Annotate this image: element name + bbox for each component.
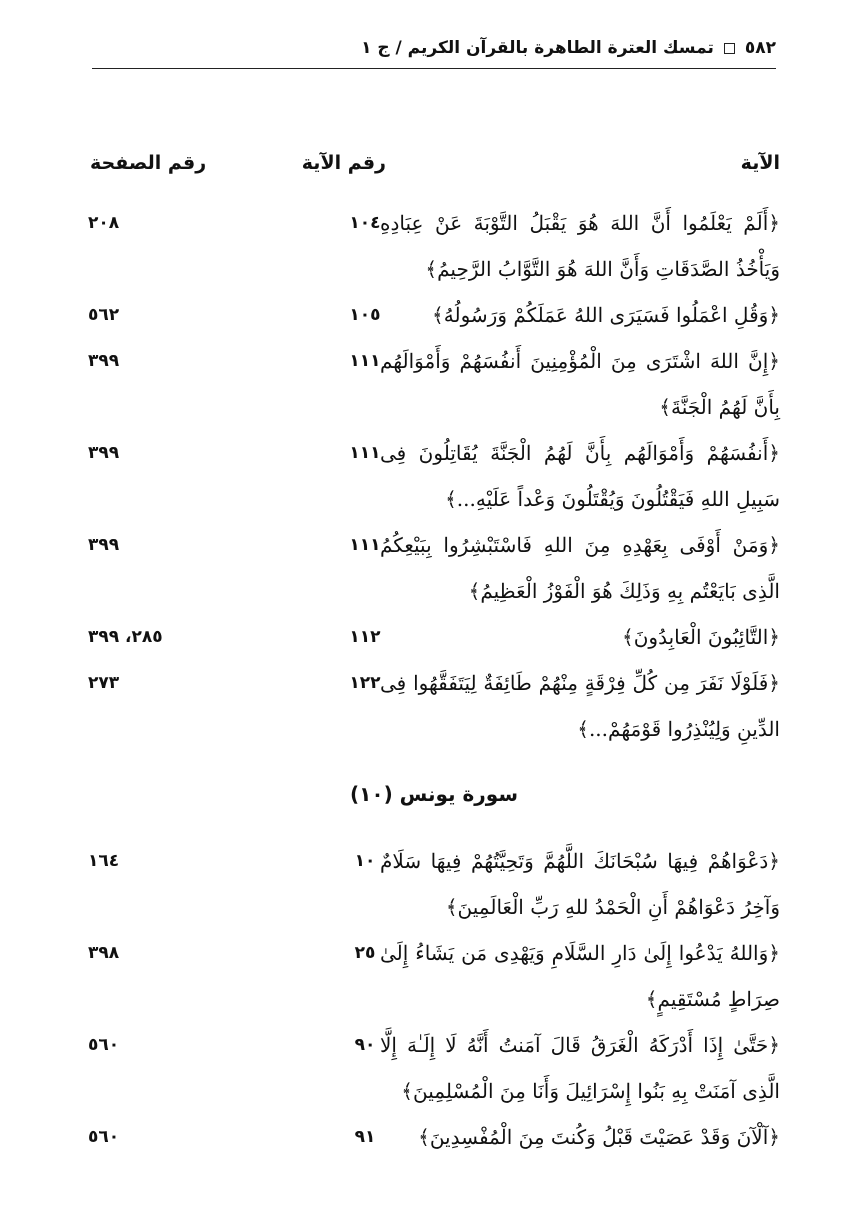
table-row	[0, 522, 868, 614]
page-number: ٥٨٢	[744, 38, 776, 58]
ayah-number: ١٠	[354, 851, 376, 871]
page-reference: ٢٧٣	[88, 673, 120, 693]
ayah-number: ٢٥	[354, 943, 376, 963]
page-reference: ٥٦٠	[88, 1035, 120, 1055]
ayah-text: ﴿دَعْوَاهُمْ فِيهَا سُبْحَانَكَ اللَّهُمَّ وَتَحِيَّتُهُمْ فِيهَا سَلَامٌ وَآخِرُ دَعْوَاهُمْ أَنِ الْحَمْدُ للهِ رَبِّ الْعَالَمِينَ﴾	[380, 849, 780, 919]
table-row	[0, 1022, 868, 1114]
ayah-list	[0, 200, 868, 752]
ayah-text: ﴿التَّائِبُونَ الْعَابِدُونَ﴾	[622, 625, 780, 649]
ayah-number: ١١٢	[349, 627, 381, 647]
page-reference: ٣٩٩	[88, 535, 120, 555]
page-reference: ١٦٤	[88, 851, 120, 871]
square-bullet-icon	[724, 43, 735, 54]
table-row	[0, 292, 868, 338]
column-header-ayah: الآية	[740, 152, 780, 174]
book-title: تمسك العترة الطاهرة بالقرآن الكريم / ج ١	[361, 38, 714, 58]
page-reference: ٣٩٩	[88, 443, 120, 463]
ayah-text: ﴿أَلَمْ يَعْلَمُوا أَنَّ اللهَ هُوَ يَقْبَلُ التَّوْبَةَ عَنْ عِبَادِهِ وَيَأْخُذُ الصَّدَقَاتِ وَأَنَّ اللهَ هُوَ التَّوَّابُ الرَّحِيمُ﴾	[380, 211, 780, 281]
column-header-page: رقم الصفحة	[90, 152, 207, 174]
table-row	[0, 838, 868, 930]
ayah-text: ﴿آلْآنَ وَقَدْ عَصَيْتَ قَبْلُ وَكُنتَ مِنَ الْمُفْسِدِينَ﴾	[418, 1125, 780, 1149]
ayah-text: ﴿وَقُلِ اعْمَلُوا فَسَيَرَى اللهُ عَمَلَكُمْ وَرَسُولُهُ﴾	[432, 303, 780, 327]
ayah-text: ﴿فَلَوْلَا نَفَرَ مِن كُلِّ فِرْقَةٍ مِنْهُمْ طَائِفَةٌ لِيَتَفَقَّهُوا فِى الدِّينِ وَلِيُنْذِرُوا قَوْمَهُمْ...﴾	[380, 671, 780, 741]
ayah-number: ١١١	[349, 443, 381, 463]
table-row	[0, 430, 868, 522]
ayah-number: ٩٠	[354, 1035, 376, 1055]
page-reference: ٢٨٥، ٣٩٩	[88, 627, 163, 647]
page-reference: ٣٩٨	[88, 943, 120, 963]
ayah-text: ﴿حَتَّىٰ إِذَا أَدْرَكَهُ الْغَرَقُ قَالَ آمَنتُ أَنَّهُ لَا إِلَـٰهَ إِلَّا الَّذِى آمَنَتْ بِهِ بَنُوا إِسْرَائِيلَ وَأَنَا مِنَ الْمُسْلِمِينَ﴾	[380, 1033, 780, 1103]
page-reference: ٣٩٩	[88, 351, 120, 371]
ayah-text: ﴿إِنَّ اللهَ اشْتَرَى مِنَ الْمُؤْمِنِينَ أَنفُسَهُمْ وَأَمْوَالَهُم بِأَنَّ لَهُمُ الْجَنَّةَ﴾	[380, 349, 780, 419]
page-reference: ٥٦٢	[88, 305, 120, 325]
ayah-text: ﴿وَاللهُ يَدْعُوا إِلَىٰ دَارِ السَّلَامِ وَيَهْدِى مَن يَشَاءُ إِلَىٰ صِرَاطٍ مُسْتَقِيمٍ﴾	[380, 941, 780, 1011]
ayah-number: ١٠٤	[349, 213, 381, 233]
ayah-number: ١٢٢	[349, 673, 381, 693]
page-reference: ٥٦٠	[88, 1127, 120, 1147]
running-header	[92, 28, 776, 69]
ayah-text: ﴿وَمَنْ أَوْفَى بِعَهْدِهِ مِنَ اللهِ فَاسْتَبْشِرُوا بِبَيْعِكُمُ الَّذِى بَايَعْتُم بِهِ وَذَلِكَ هُوَ الْفَوْزُ الْعَظِيمُ﴾	[380, 533, 780, 603]
table-row	[0, 660, 868, 752]
table-row	[0, 200, 868, 292]
table-row	[0, 614, 868, 660]
ayah-number: ١١١	[349, 535, 381, 555]
ayah-list-yunus	[0, 838, 868, 1160]
column-header-ayah-number: رقم الآية	[301, 152, 386, 174]
table-row	[0, 930, 868, 1022]
ayah-number: ١١١	[349, 351, 381, 371]
surah-heading: سورة يونس (١٠)	[350, 782, 518, 806]
ayah-number: ٩١	[354, 1127, 376, 1147]
table-row	[0, 338, 868, 430]
ayah-number: ١٠٥	[349, 305, 381, 325]
table-row	[0, 1114, 868, 1160]
page-reference: ٢٠٨	[88, 213, 120, 233]
ayah-text: ﴿أَنفُسَهُمْ وَأَمْوَالَهُم بِأَنَّ لَهُمُ الْجَنَّةَ يُقَاتِلُونَ فِى سَبِيلِ اللهِ فَيَقْتُلُونَ وَيُقْتَلُونَ وَعْداً عَلَيْهِ...﴾	[380, 441, 780, 511]
